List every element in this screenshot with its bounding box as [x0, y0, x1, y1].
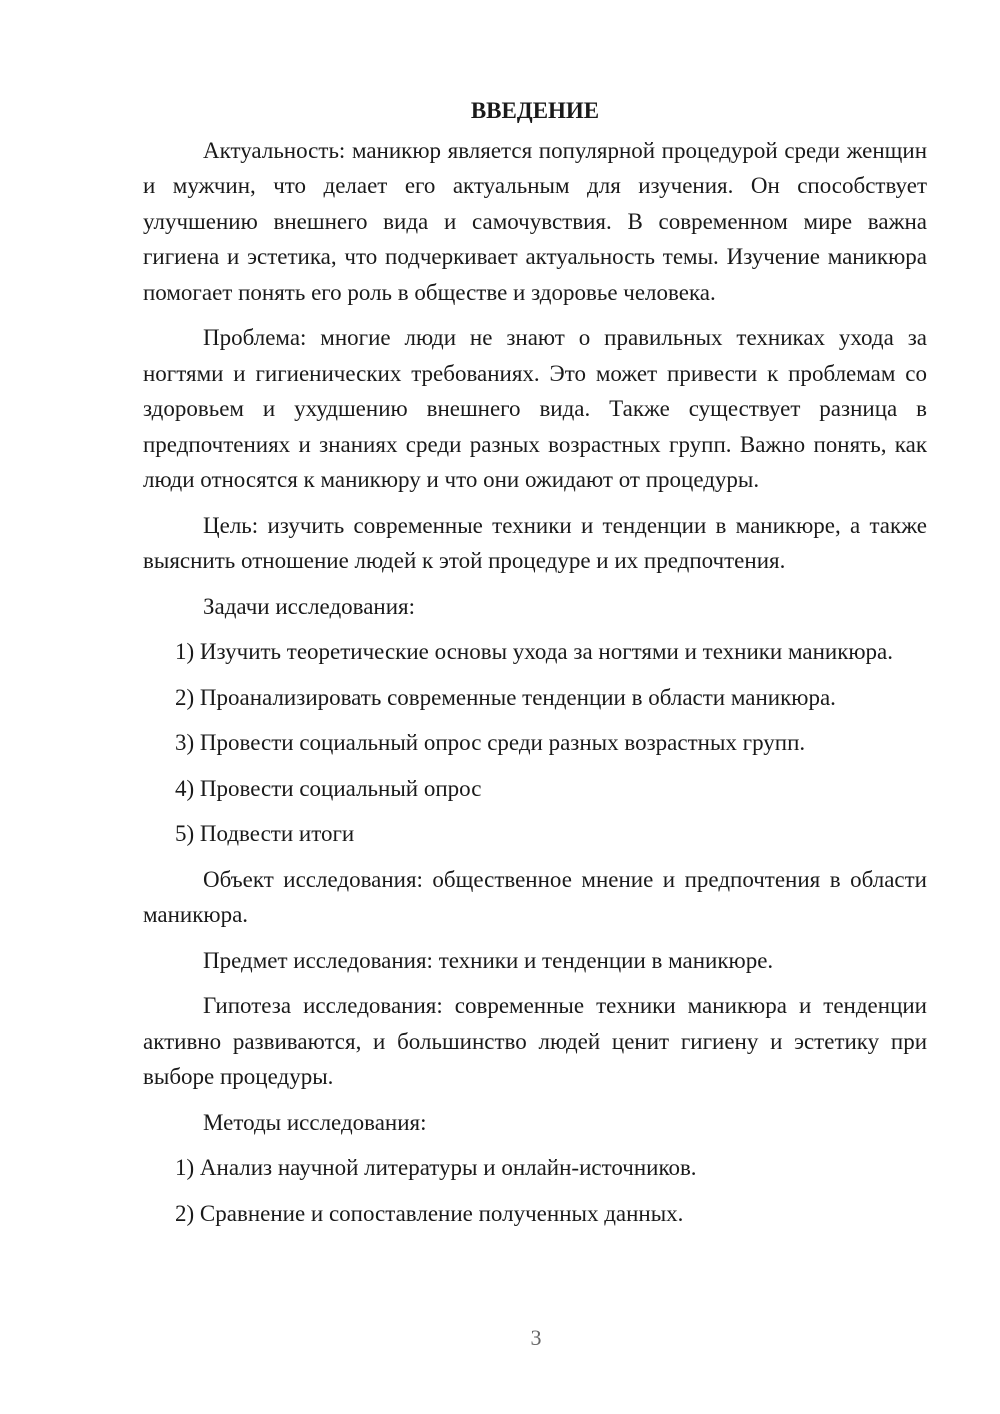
method-item: 1) Анализ научной литературы и онлайн-источников. [175, 1155, 697, 1180]
relevance-paragraph: Актуальность: маникюр является популярной процедурой среди женщин и мужчин, что делает его актуальным для изучения. Он способствует улучшению внешнего вида и самочувствия. В современном мире важна гигиена и эстетика, что подчеркивает актуальность темы. Изучение маникюра помогает понять его роль в обществе и здоровье человека. [143, 137, 927, 305]
methods-heading: Методы исследования: [203, 1109, 427, 1135]
goal-paragraph: Цель: изучить современные техники и тенденции в маникюре, а также выяснить отношение людей к этой процедуре и их предпочтения. [143, 512, 927, 573]
tasks-heading: Задачи исследования: [203, 593, 416, 619]
task-item: 3) Провести социальный опрос среди разных возрастных групп. [175, 730, 806, 755]
subject-paragraph: Предмет исследования: техники и тенденции в маникюре. [203, 947, 774, 973]
problem-paragraph: Проблема: многие люди не знают о правильных техниках ухода за ногтями и гигиенических требованиях. Это может привести к проблемам со здоровьем и ухудшению внешнего вида. Также существует разница в предпочтениях и знаниях среди разных возрастных групп. Важно понять, как люди относятся к маникюру и что они ожидают от процедуры. [143, 325, 927, 492]
task-item: 4) Провести социальный опрос [175, 775, 482, 801]
task-item: 2) Проанализировать современные тенденции в области маникюра. [175, 684, 836, 710]
method-item: 2) Сравнение и сопоставление полученных данных. [175, 1200, 684, 1226]
hypothesis-paragraph: Гипотеза исследования: современные техники маникюра и тенденции активно развиваются, и большинство людей ценит гигиену и эстетику при выборе процедуры. [143, 993, 927, 1089]
document-body [143, 93, 927, 1241]
section-title: ВВЕДЕНИЕ [470, 98, 600, 123]
task-item: 5) Подвести итоги [175, 821, 355, 846]
task-item: 1) Изучить теоретические основы ухода за ногтями и техники маникюра. [175, 639, 894, 664]
page-number: 3 [530, 1325, 542, 1350]
object-paragraph: Объект исследования: общественное мнение и предпочтения в области маникюра. [143, 866, 927, 927]
